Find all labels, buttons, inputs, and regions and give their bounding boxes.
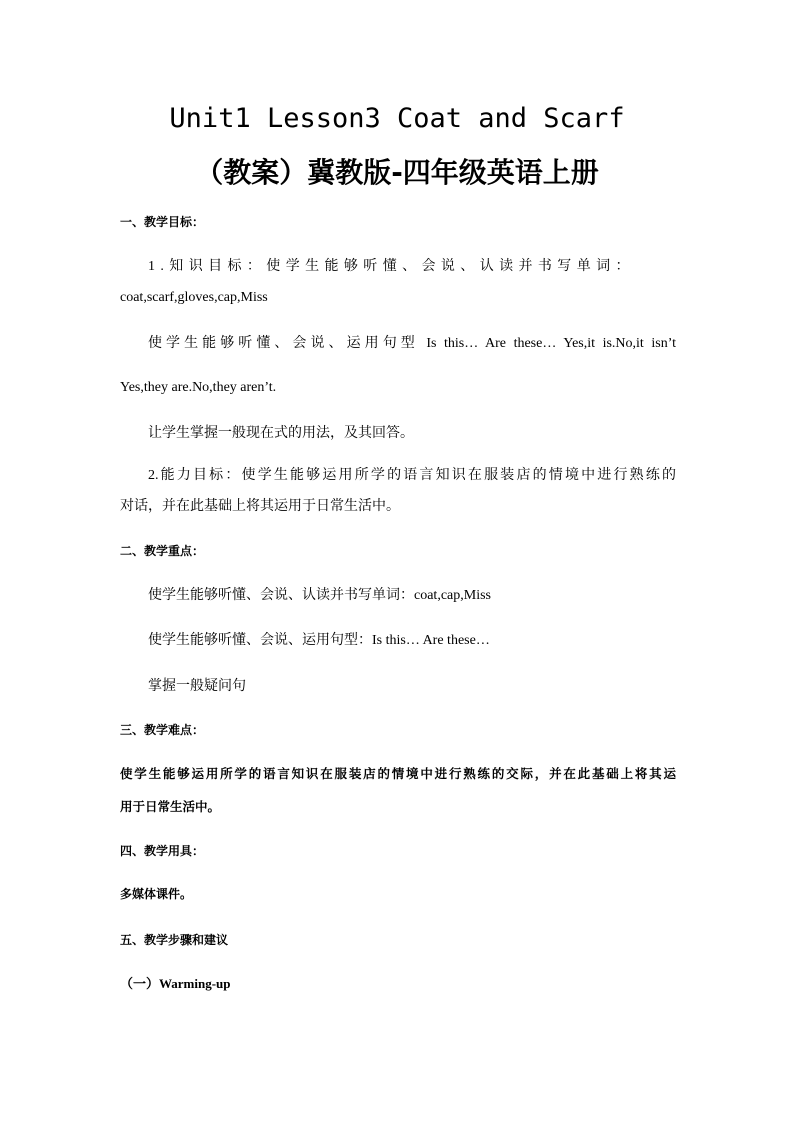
paragraph-key-sentences: 使学生能够听懂、会说、运用句型：Is this… Are these…	[148, 633, 490, 648]
paragraph-ability-goal-cont: 对话，并在此基础上将其运用于日常生活中。	[120, 499, 400, 514]
paragraph-tools: 多媒体课件。	[120, 887, 193, 901]
paragraph-sentence-patterns: 使学生能够听懂、会说、运用句型 Is this… Are these… Yes,it is.No,it isn’t	[148, 336, 676, 351]
paragraph-ability-goal: 2.能力目标：使学生能够运用所学的语言知识在服装店的情境中进行熟练的	[148, 468, 676, 483]
paragraph-difficulty: 使学生能够运用所学的语言知识在服装店的情境中进行熟练的交际，并在此基础上将其运	[120, 766, 676, 781]
paragraph-key-questions: 掌握一般疑问句	[148, 679, 246, 694]
section-heading-tools: 四、教学用具：	[120, 844, 205, 858]
document-title: Unit1 Lesson3 Coat and Scarf	[169, 103, 625, 134]
section-heading-objectives: 一、教学目标：	[120, 215, 205, 229]
section-heading-difficulties: 三、教学难点：	[120, 723, 205, 737]
section-heading-key-points: 二、教学重点：	[120, 544, 205, 558]
paragraph-key-words: 使学生能够听懂、会说、认读并书写单词：coat,cap,Miss	[148, 588, 491, 603]
paragraph-grammar: 让学生掌握一般现在式的用法，及其回答。	[148, 426, 414, 441]
section-heading-steps: 五、教学步骤和建议	[120, 933, 229, 947]
document-subtitle: （教案）冀教版-四年级英语上册	[195, 156, 599, 189]
paragraph-sentence-answers: Yes,they are.No,they aren’t.	[120, 380, 277, 395]
paragraph-vocabulary: coat,scarf,gloves,cap,Miss	[120, 290, 268, 305]
subsection-warming-up: （一）Warming-up	[120, 976, 231, 991]
paragraph-knowledge-goal: 1.知识目标：使学生能够听懂、会说、认读并书写单词：	[148, 259, 635, 274]
paragraph-difficulty-cont: 用于日常生活中。	[120, 799, 221, 814]
